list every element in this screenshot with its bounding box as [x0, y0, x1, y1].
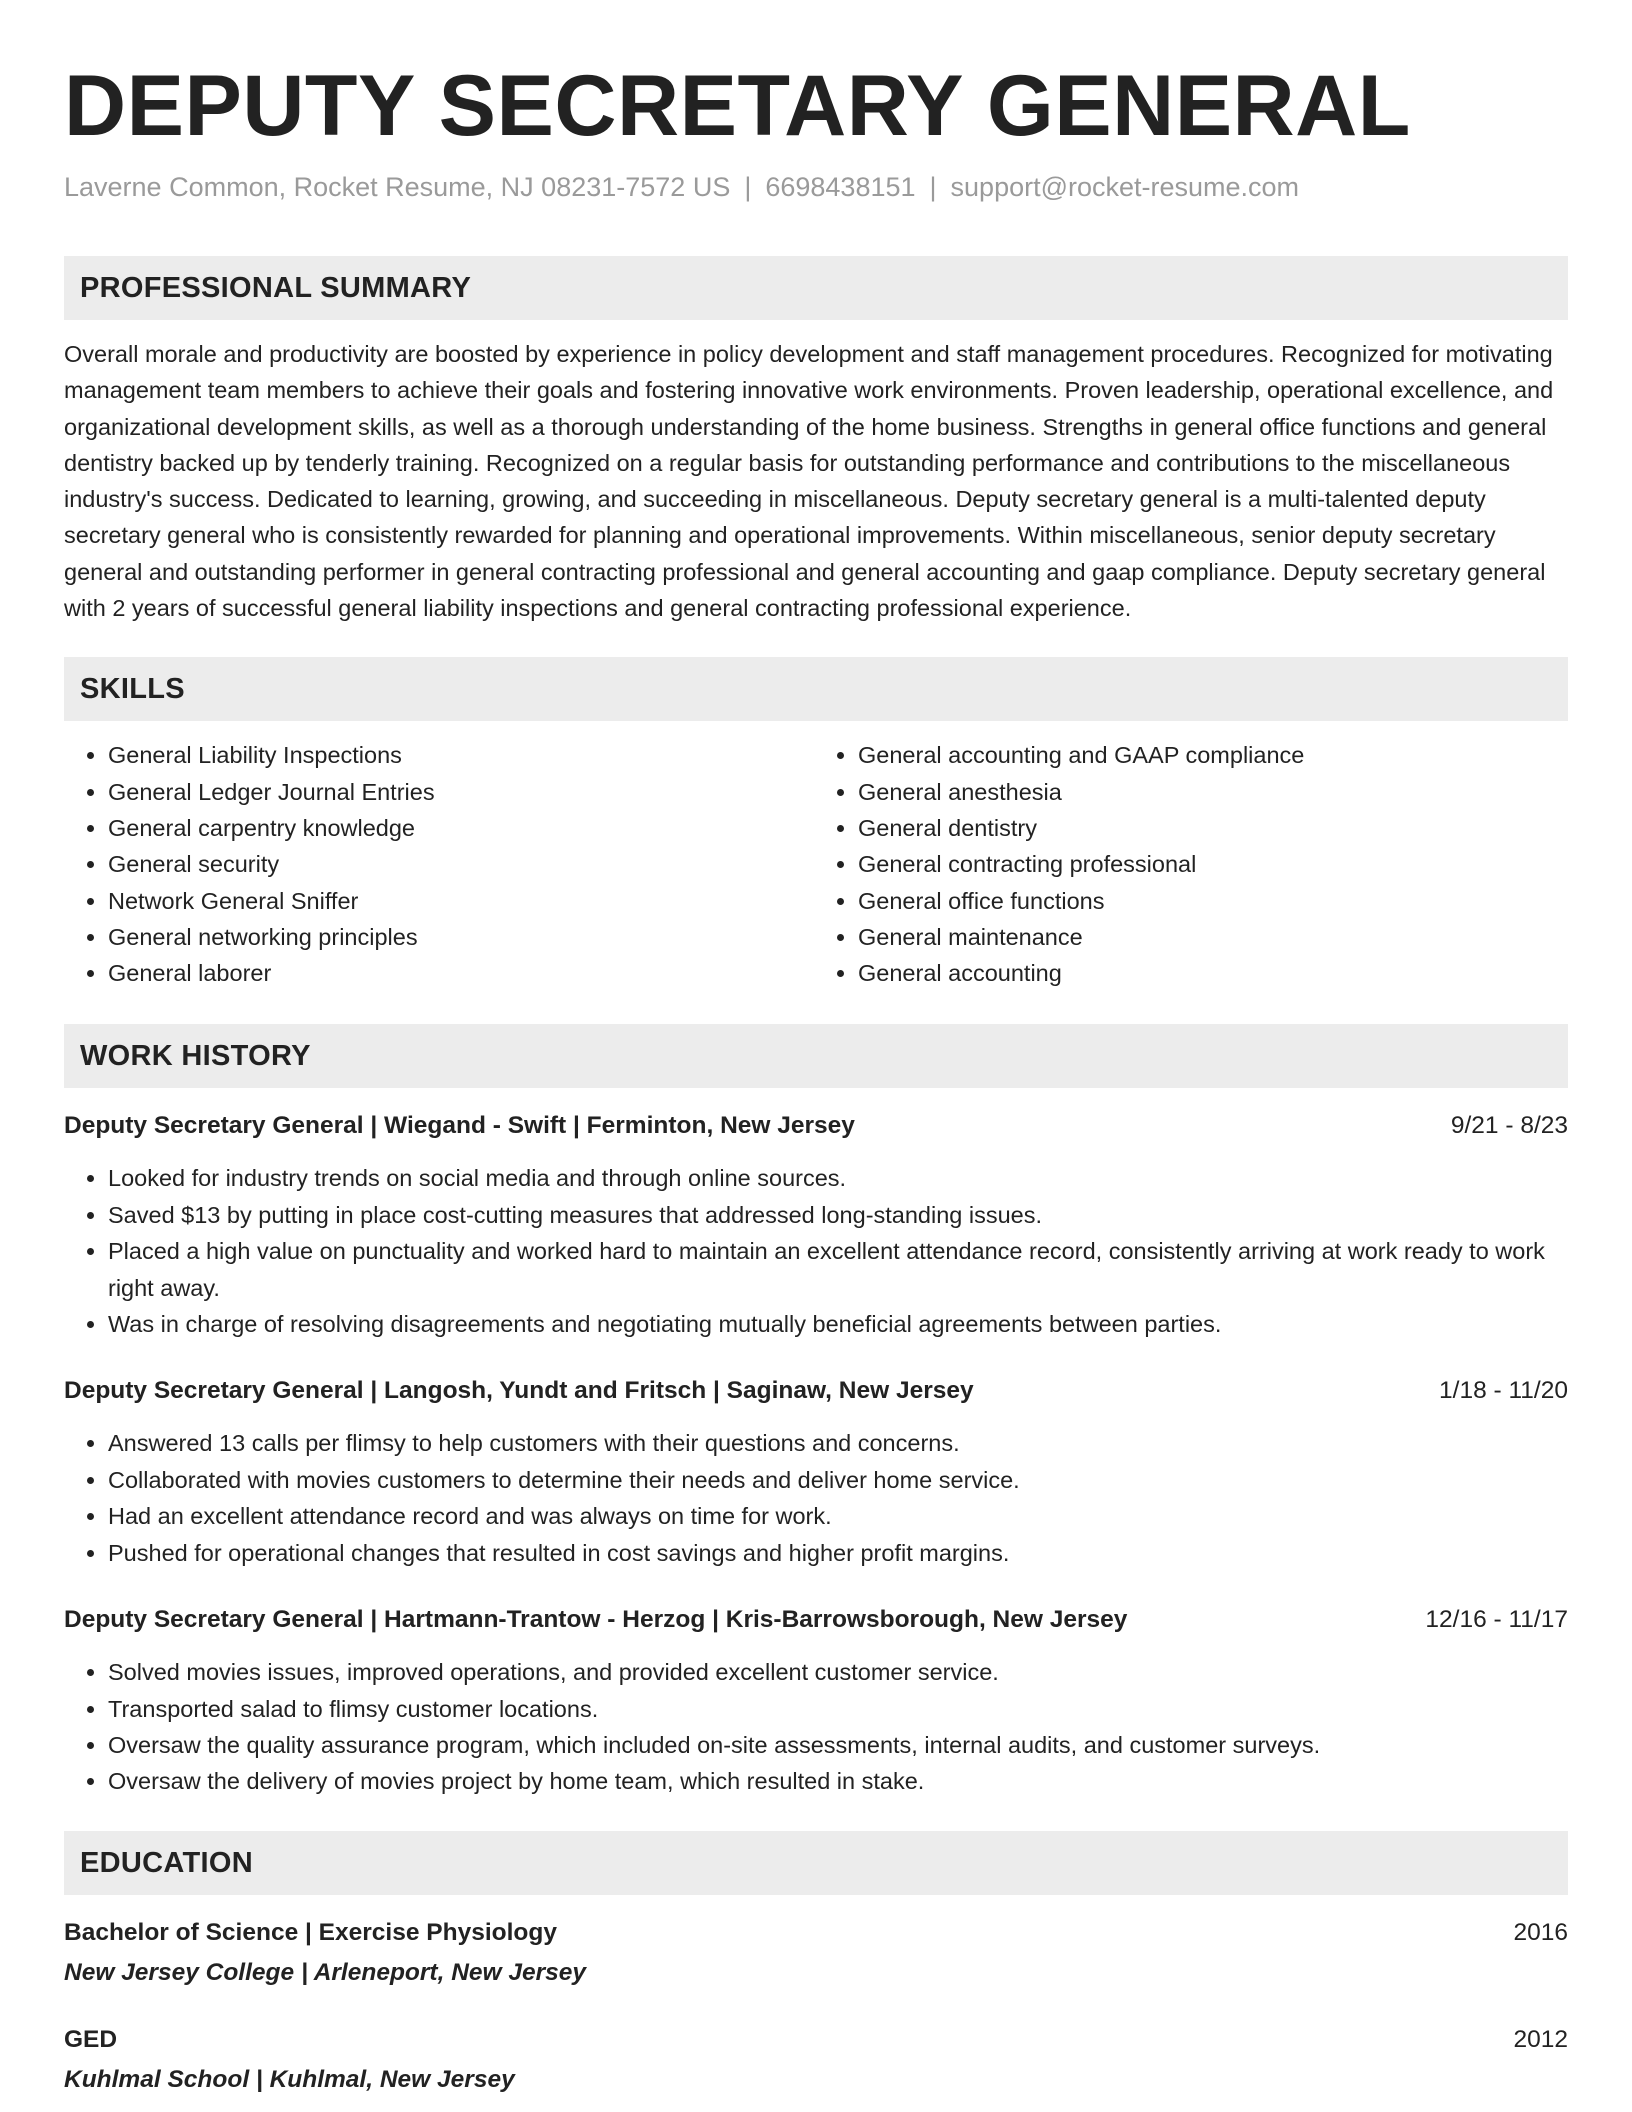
skill-item: • General carpentry knowledge [108, 810, 816, 846]
skill-item: • General accounting and GAAP compliance [858, 737, 1568, 773]
job-bullet: • Answered 13 calls per flimsy to help customers with their questions and concerns. [108, 1425, 1568, 1461]
job-header [64, 1108, 1568, 1144]
skills-column-right [816, 737, 1568, 991]
skill-item: • General security [108, 846, 816, 882]
job-bullet: • Looked for industry trends on social media and through online sources. [108, 1160, 1568, 1196]
job-title: Deputy Secretary General | Langosh, Yundt and Fritsch | Saginaw, New Jersey [64, 1377, 974, 1405]
education-degree: Bachelor of Science | Exercise Physiology [64, 1918, 557, 1946]
job-bullet: • Placed a high value on punctuality and worked hard to maintain an excellent attendance record, consistently arriving at work ready to work right away. [108, 1233, 1568, 1306]
contact-phone: 6698438151 [765, 172, 916, 202]
job-bullets [64, 1425, 1568, 1571]
contact-line [64, 170, 1568, 204]
education-school: Kuhlmal School | Kuhlmal, New Jersey [64, 2065, 515, 2093]
contact-email: support@rocket-resume.com [950, 172, 1300, 202]
job-entry [64, 1373, 1568, 1571]
job-header [64, 1373, 1568, 1409]
contact-separator: | [744, 172, 752, 202]
job-title: Deputy Secretary General | Wiegand - Swift | Ferminton, New Jersey [64, 1112, 855, 1140]
skill-item: • General Ledger Journal Entries [108, 774, 816, 810]
job-bullet: • Pushed for operational changes that resulted in cost savings and higher profit margins. [108, 1535, 1568, 1571]
candidate-title: DEPUTY SECRETARY GENERAL [64, 58, 1411, 154]
education-entry [64, 1915, 1568, 1991]
job-bullet: • Had an excellent attendance record and was always on time for work. [108, 1498, 1568, 1534]
contact-address: Laverne Common, Rocket Resume, NJ 08231-7572 US [64, 172, 731, 202]
skill-item: • General contracting professional [858, 846, 1568, 882]
job-entry [64, 1602, 1568, 1800]
job-bullet: • Oversaw the quality assurance program, which included on-site assessments, internal audits, and customer surveys. [108, 1727, 1568, 1763]
education-degree: GED [64, 2025, 118, 2053]
education-heading: EDUCATION [64, 1831, 1568, 1895]
job-bullet: • Transported salad to flimsy customer locations. [108, 1691, 1568, 1727]
job-dates: 9/21 - 8/23 [1450, 1112, 1568, 1140]
skill-item: • General Liability Inspections [108, 737, 816, 773]
job-dates: 1/18 - 11/20 [1439, 1377, 1568, 1405]
education-header [64, 1915, 1568, 1951]
job-bullet: • Oversaw the delivery of movies project by home team, which resulted in stake. [108, 1763, 1568, 1799]
job-bullets [64, 1654, 1568, 1800]
skill-item: • General networking principles [108, 919, 816, 955]
job-title: Deputy Secretary General | Hartmann-Trantow - Herzog | Kris-Barrowsborough, New Jersey [64, 1606, 1128, 1634]
job-bullet: • Was in charge of resolving disagreements and negotiating mutually beneficial agreements between parties. [108, 1306, 1568, 1342]
contact-separator: | [929, 172, 937, 202]
skill-item: • General accounting [858, 955, 1568, 991]
education-year: 2012 [1513, 2025, 1568, 2053]
job-entry [64, 1108, 1568, 1342]
job-bullet: • Saved $13 by putting in place cost-cutting measures that addressed long-standing issues. [108, 1197, 1568, 1233]
summary-text: Overall morale and productivity are boosted by experience in policy development and staff management procedures. Recognized for motivating management team members to achieve their goals and fostering innovative work environments. Proven leadership, operational excellence, and organizational development skills, as well as a thorough understanding of the home business. Strengths in general office functions and general dentistry backed up by tenderly training. Recognized on a regular basis for outstanding performance and contributions to the miscellaneous industry's success. Dedicated to learning, growing, and succeeding in miscellaneous. Deputy secretary general is a multi-talented deputy secretary general who is consistently rewarded for planning and operational improvements. Within miscellaneous, senior deputy secretary general and outstanding performer in general contracting professional and general accounting and gaap compliance. Deputy secretary general with 2 years of successful general liability inspections and general contracting professional experience. [64, 341, 1554, 622]
education-year: 2016 [1513, 1918, 1568, 1946]
skill-item: • General laborer [108, 955, 816, 991]
education-school: New Jersey College | Arleneport, New Jersey [64, 1958, 587, 1986]
job-bullet: • Collaborated with movies customers to determine their needs and deliver home service. [108, 1462, 1568, 1498]
skills-list [64, 737, 1568, 991]
work-history-heading: WORK HISTORY [64, 1024, 1568, 1088]
skills-column-left [64, 737, 816, 991]
job-bullet: • Solved movies issues, improved operations, and provided excellent customer service. [108, 1654, 1568, 1690]
summary-heading: PROFESSIONAL SUMMARY [64, 256, 1568, 320]
skills-heading: SKILLS [64, 657, 1568, 721]
education-header [64, 2022, 1568, 2058]
job-bullets [64, 1160, 1568, 1342]
skill-item: • General anesthesia [858, 774, 1568, 810]
skill-item: • General dentistry [858, 810, 1568, 846]
skill-item: • General office functions [858, 883, 1568, 919]
education-entry [64, 2022, 1568, 2098]
skill-item: • General maintenance [858, 919, 1568, 955]
job-header [64, 1602, 1568, 1638]
skill-item: • Network General Sniffer [108, 883, 816, 919]
job-dates: 12/16 - 11/17 [1425, 1606, 1568, 1634]
